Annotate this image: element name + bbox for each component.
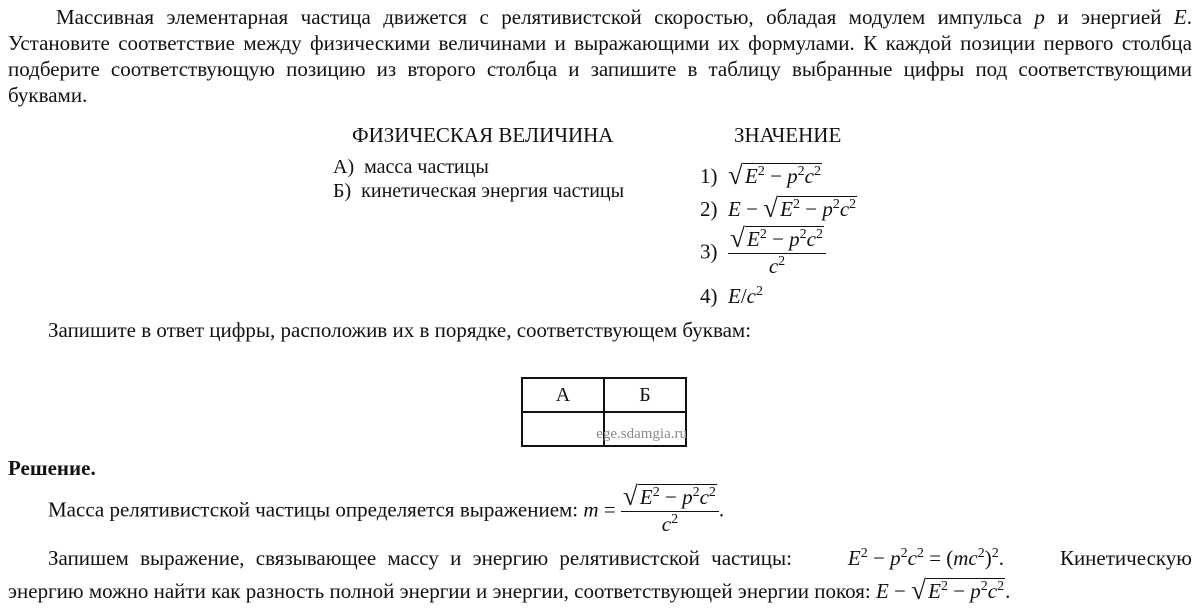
symbol-E: E [1173,5,1187,29]
item-letter: А) [333,156,355,178]
formula-4: 4) $E/c^2$ [700,284,763,308]
problem-text: Массивная элементарная частица движется с релятивистской скоростью, обладая модулем импульса [56,5,1022,29]
sqrt-expression: √ $E^2 - p^2c^2$ [763,193,857,223]
solution-line-3: энергию можно найти как разность полной энергии и энергии, соответствующей энергии покоя: E − √ $E^2 - p^2c^2$. [8,575,1011,605]
formula-number: 4) [700,284,718,308]
formula-number: 3) [700,239,718,264]
sqrt-expression: √ $E^2 - p^2c^2$ [728,160,821,190]
formula-1 [700,160,822,190]
item-letter: Б) [333,180,352,202]
solution-title: Решение. [8,456,96,480]
sqrt-sign: √ [728,160,743,190]
answer-table [521,377,687,447]
symbol-p: p [1034,5,1045,29]
problem-text-rest: . Установите соответствие между физическими величинами и выражающими их формулами. К каждой позиции первого столбца подберите соответствующую позицию из второго столбца и запишите в таблицу выбранные цифры под соответствующими буквами. [8,5,1192,107]
formula-2: 2) E − √ $E^2 - p^2c^2$ [700,193,857,223]
mass-fraction: √ $E^2 - p^2c^2$ $c^2$ [621,484,719,536]
right-column-header: ЗНАЧЕНИЕ [734,123,842,147]
problem-statement [8,4,1192,108]
solution-line-1: Масса релятивистской частицы определяется выражением: m = √ $E^2 - p^2c^2$ $c^2$ . [48,481,725,536]
answer-cell-b[interactable] [596,412,687,446]
item-text: кинетическая энергия частицы [361,180,625,202]
answer-instruction: Запишите в ответ цифры, расположив их в порядке, соответствующем буквам: [48,318,752,342]
left-column-header: ФИЗИЧЕСКАЯ ВЕЛИЧИНА [352,123,614,147]
formula-number: 2) [700,197,718,221]
formula-number: 1) [700,164,718,188]
answer-cell-a[interactable] [522,412,604,446]
left-item-b [333,180,624,203]
left-item-a [333,156,489,179]
problem-text-and: и энергией [1057,5,1162,29]
header-a: А [522,378,604,412]
header-b: Б [604,378,686,412]
watermark: ege.sdamgia.ru [596,426,687,442]
fraction: √ $E^2 - p^2c^2$ $c^2$ [728,226,826,278]
item-text: масса частицы [364,156,489,178]
solution-line-2: Запишем выражение, связывающее массу и энергию релятивистской частицы: $E^2 - p^2c^2 = (mc^2)^2$. Кинетическую [48,546,1192,570]
formula-3 [700,223,826,278]
